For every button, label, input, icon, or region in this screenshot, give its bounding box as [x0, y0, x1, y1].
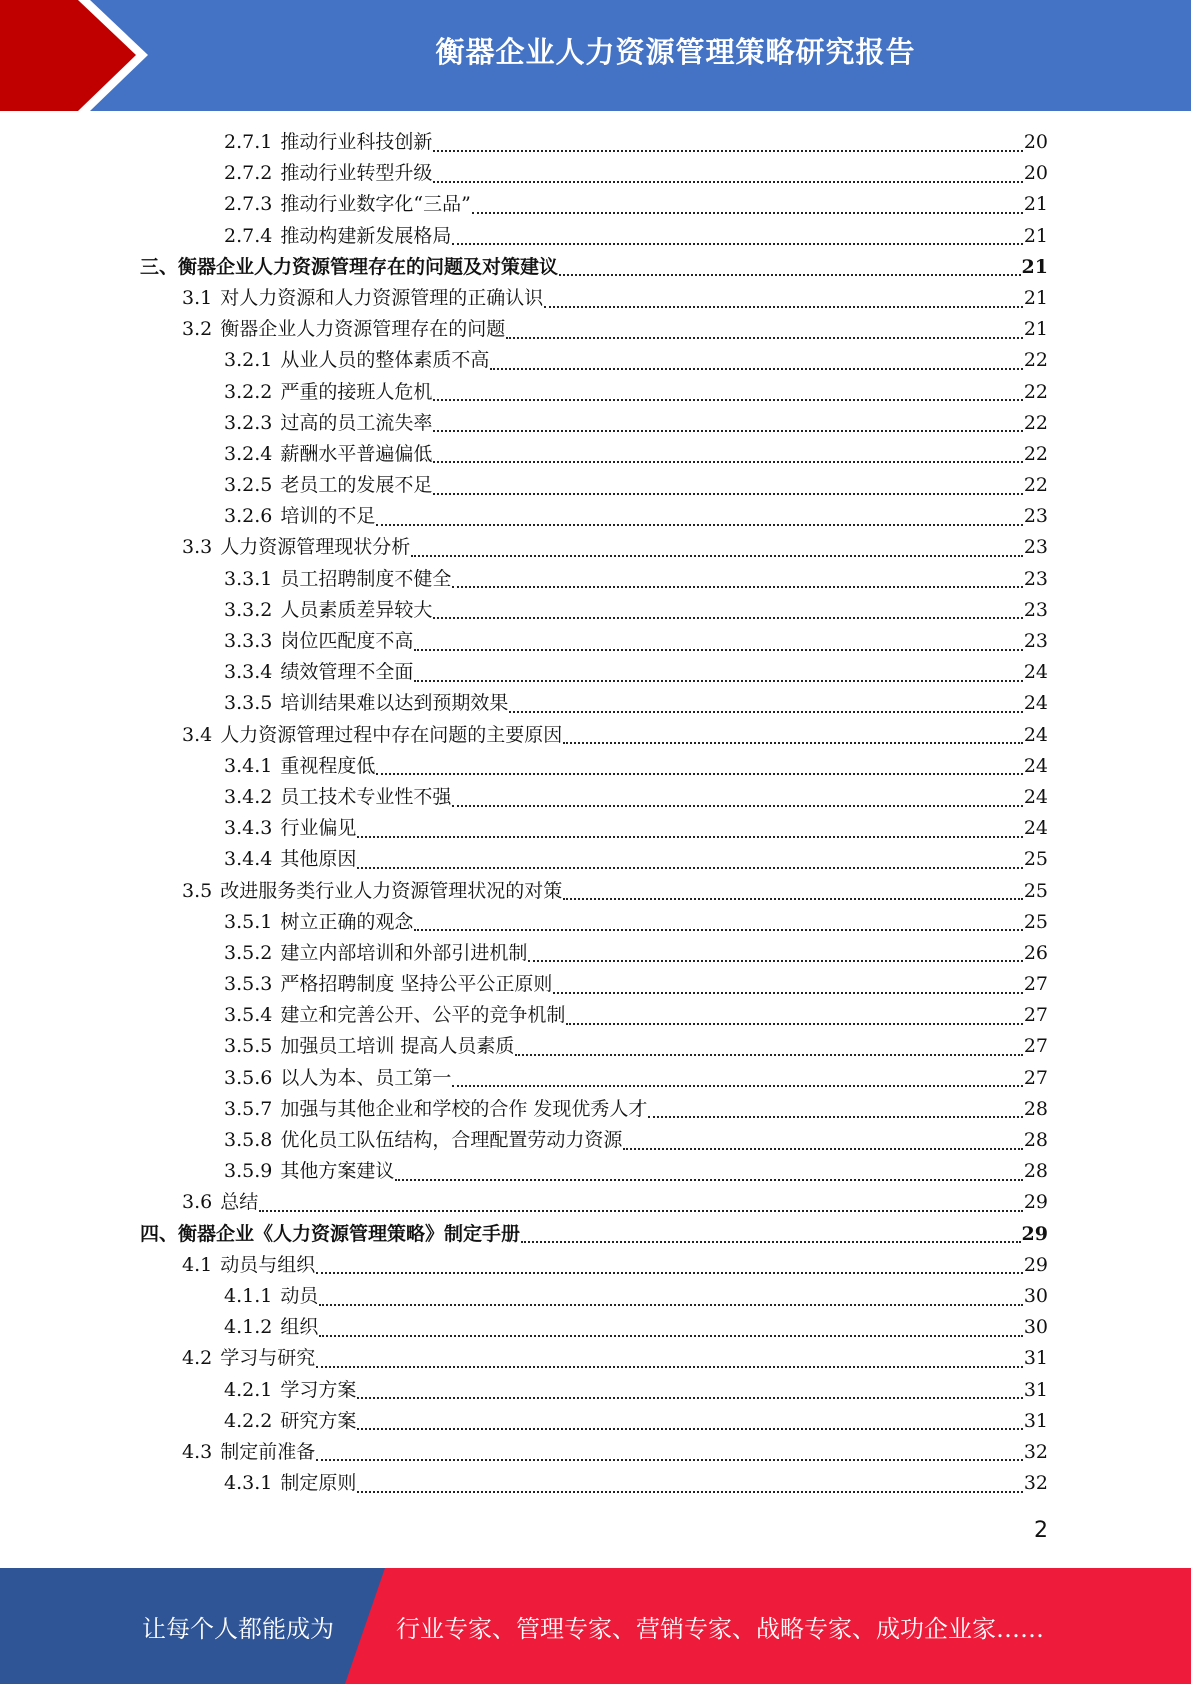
toc-entry-number: 3.4: [182, 723, 213, 746]
toc-entry-title: 衡器企业人力资源管理存在的问题: [220, 318, 506, 341]
toc-entry[interactable]: [140, 501, 1048, 532]
toc-entry-page: 22: [1023, 474, 1048, 497]
toc-entry-number: 2.7.3: [224, 193, 273, 216]
page-number: 2: [1034, 1518, 1048, 1543]
toc-entry-page: 26: [1023, 941, 1048, 964]
toc-entry-number: 3.4.2: [224, 785, 273, 808]
toc-entry-page: 30: [1023, 1316, 1048, 1339]
toc-entry-number: 3.5.8: [224, 1129, 273, 1151]
toc-dot-leader: [544, 306, 1023, 308]
toc-dot-leader: [472, 212, 1023, 214]
toc-entry-title: 严格招聘制度 坚持公平公正原则: [280, 973, 553, 996]
toc-entry[interactable]: [140, 969, 1048, 1000]
toc-entry-number: 3.5.9: [224, 1160, 273, 1183]
toc-entry-page: 24: [1023, 785, 1048, 808]
toc-entry-title: 制定前准备: [220, 1440, 316, 1463]
toc-entry-title: 推动行业数字化“三品”: [280, 193, 471, 216]
toc-entry-title: 过高的员工流失率: [280, 411, 433, 434]
toc-entry-page: 22: [1023, 442, 1048, 465]
footer-slogan-left: 让每个人都能成为: [142, 1614, 334, 1643]
toc-entry[interactable]: [140, 1375, 1048, 1406]
toc-entry-page: 21: [1021, 255, 1048, 278]
toc-entry-title: 三、衡器企业人力资源管理存在的问题及对策建议: [140, 255, 559, 278]
toc-entry-page: 28: [1023, 1129, 1048, 1151]
toc-entry-title: 员工技术专业性不强: [280, 785, 452, 808]
toc-entry-number: 3.4.4: [224, 848, 273, 871]
toc-dot-leader: [395, 1179, 1022, 1181]
toc-entry[interactable]: [140, 1094, 1048, 1125]
toc-dot-leader: [506, 337, 1023, 339]
toc-entry-title: 学习方案: [280, 1378, 357, 1401]
toc-entry-title: 严重的接班人危机: [280, 380, 433, 403]
toc-entry-page: 20: [1023, 131, 1048, 153]
toc-entry[interactable]: [140, 1031, 1048, 1062]
toc-dot-leader: [433, 181, 1022, 183]
toc-entry[interactable]: [140, 158, 1048, 189]
toc-entry-number: 3.3.1: [224, 567, 273, 590]
toc-entry-title: 制定原则: [280, 1472, 357, 1495]
toc-dot-leader: [316, 1366, 1023, 1368]
toc-entry-number: 3.6: [182, 1191, 213, 1214]
toc-dot-leader: [414, 649, 1022, 651]
toc-entry-number: 3.2.2: [224, 380, 273, 403]
toc-dot-leader: [316, 1459, 1023, 1461]
toc-entry[interactable]: [140, 564, 1048, 595]
toc-entry[interactable]: [140, 844, 1048, 875]
toc-entry-page: 28: [1023, 1160, 1048, 1183]
toc-dot-leader: [433, 399, 1022, 401]
toc-entry-page: 31: [1023, 1409, 1048, 1432]
toc-entry-title: 以人为本、员工第一: [280, 1066, 452, 1089]
page-header: [0, 0, 1191, 111]
toc-entry-page: 22: [1023, 411, 1048, 434]
toc-entry-page: 23: [1023, 567, 1048, 590]
toc-dot-leader: [316, 1272, 1023, 1274]
toc-entry-title: 动员与组织: [220, 1253, 316, 1276]
toc-dot-leader: [563, 742, 1023, 744]
toc-entry-number: 3.3.3: [224, 630, 273, 652]
toc-entry[interactable]: [140, 1063, 1048, 1094]
toc-entry-number: 3.5: [182, 879, 213, 902]
toc-entry-page: 21: [1023, 193, 1048, 216]
toc-entry-title: 人力资源管理过程中存在问题的主要原因: [220, 723, 563, 746]
toc-entry-title: 树立正确的观念: [280, 910, 414, 933]
toc-entry-title: 对人力资源和人力资源管理的正确认识: [220, 286, 544, 309]
toc-entry-number: 3.2.5: [224, 474, 273, 497]
toc-entry-number: 4.1.1: [224, 1284, 273, 1307]
toc-entry-number: 3.3: [182, 536, 213, 559]
toc-entry-number: 3.5.2: [224, 941, 273, 964]
toc-entry-page: 22: [1023, 349, 1048, 372]
toc-entry[interactable]: [140, 1281, 1048, 1312]
toc-dot-leader: [433, 461, 1022, 463]
toc-entry-number: 3.3.2: [224, 598, 273, 621]
toc-entry-page: 25: [1023, 879, 1048, 902]
toc-dot-leader: [414, 929, 1022, 931]
toc-entry[interactable]: [140, 189, 1048, 220]
toc-entry-title: 推动行业转型升级: [280, 162, 433, 185]
toc-dot-leader: [357, 1428, 1022, 1430]
toc-entry[interactable]: [140, 283, 1048, 314]
table-of-contents: [140, 127, 1048, 1499]
toc-entry-page: 29: [1023, 1191, 1048, 1214]
toc-entry-title: 岗位匹配度不高: [280, 630, 414, 652]
toc-entry-title: 组织: [280, 1316, 319, 1339]
toc-entry-number: 4.3.1: [224, 1472, 273, 1495]
toc-entry-page: 23: [1023, 536, 1048, 559]
toc-entry-page: 24: [1023, 754, 1048, 777]
toc-entry[interactable]: [140, 1437, 1048, 1468]
toc-entry[interactable]: [140, 470, 1048, 501]
toc-entry[interactable]: [140, 532, 1048, 563]
toc-entry-title: 优化员工队伍结构，合理配置劳动力资源: [280, 1129, 623, 1151]
toc-dot-leader: [559, 274, 1021, 276]
toc-entry-number: 2.7.2: [224, 162, 273, 185]
toc-entry[interactable]: [140, 720, 1048, 751]
toc-dot-leader: [357, 1491, 1022, 1493]
toc-entry-page: 29: [1021, 1222, 1048, 1245]
toc-entry-title: 建立和完善公开、公平的竞争机制: [280, 1004, 566, 1027]
toc-entry-title: 建立内部培训和外部引进机制: [280, 941, 528, 964]
toc-entry-page: 25: [1023, 910, 1048, 933]
toc-entry-number: 3.2.1: [224, 349, 273, 372]
toc-entry-number: 3.5.1: [224, 910, 273, 933]
toc-entry-title: 老员工的发展不足: [280, 474, 433, 497]
toc-entry-title: 培训结果难以达到预期效果: [280, 692, 509, 715]
toc-dot-leader: [433, 493, 1022, 495]
toc-entry-number: 4.2.2: [224, 1409, 273, 1432]
toc-entry-page: 31: [1023, 1347, 1048, 1370]
toc-dot-leader: [259, 1210, 1023, 1212]
toc-entry[interactable]: [140, 876, 1048, 907]
toc-entry-title: 人员素质差异较大: [280, 598, 433, 621]
toc-dot-leader: [452, 1085, 1022, 1087]
toc-entry-title: 培训的不足: [280, 505, 376, 528]
document-title: 衡器企业人力资源管理策略研究报告: [435, 34, 916, 69]
toc-entry-number: 3.2.4: [224, 442, 273, 465]
toc-entry-title: 研究方案: [280, 1409, 357, 1432]
toc-entry-page: 28: [1023, 1097, 1048, 1120]
toc-entry-page: 24: [1023, 692, 1048, 715]
toc-dot-leader: [433, 150, 1022, 152]
toc-entry-page: 27: [1023, 1004, 1048, 1027]
toc-entry[interactable]: [140, 127, 1048, 158]
toc-dot-leader: [623, 1148, 1022, 1150]
toc-entry-title: 改进服务类行业人力资源管理状况的对策: [220, 879, 563, 902]
toc-entry-title: 学习与研究: [220, 1347, 316, 1370]
toc-entry-number: 2.7.1: [224, 131, 273, 153]
toc-entry-title: 其他方案建议: [280, 1160, 395, 1183]
toc-dot-leader: [414, 680, 1022, 682]
toc-dot-leader: [566, 1023, 1022, 1025]
toc-entry-number: 3.3.4: [224, 661, 273, 684]
toc-entry-page: 23: [1023, 598, 1048, 621]
toc-entry-title: 动员: [280, 1284, 319, 1307]
toc-entry-title: 绩效管理不全面: [280, 661, 414, 684]
toc-entry-title: 员工招聘制度不健全: [280, 567, 452, 590]
toc-entry-number: 3.2: [182, 318, 213, 341]
toc-entry[interactable]: [140, 1343, 1048, 1374]
toc-dot-leader: [319, 1335, 1022, 1337]
toc-entry-number: 3.3.5: [224, 692, 273, 715]
toc-entry[interactable]: [140, 1312, 1048, 1343]
toc-entry-number: 2.7.4: [224, 224, 273, 247]
toc-dot-leader: [521, 1241, 1021, 1243]
toc-entry-number: 4.1.2: [224, 1316, 273, 1339]
toc-entry[interactable]: [140, 626, 1048, 657]
toc-dot-leader: [563, 898, 1023, 900]
toc-entry[interactable]: [140, 595, 1048, 626]
toc-entry-page: 22: [1023, 380, 1048, 403]
toc-entry-page: 27: [1023, 1066, 1048, 1089]
toc-entry-page: 24: [1023, 723, 1048, 746]
toc-entry[interactable]: [140, 782, 1048, 813]
toc-entry[interactable]: [140, 751, 1048, 782]
toc-entry-number: 4.2: [182, 1347, 213, 1370]
toc-entry-number: 3.4.3: [224, 817, 273, 840]
toc-entry[interactable]: [140, 439, 1048, 470]
toc-entry-page: 20: [1023, 162, 1048, 185]
toc-entry[interactable]: [140, 938, 1048, 969]
toc-dot-leader: [452, 586, 1022, 588]
toc-entry-page: 29: [1023, 1253, 1048, 1276]
toc-dot-leader: [357, 1397, 1022, 1399]
toc-entry-number: 3.5.5: [224, 1035, 273, 1058]
toc-entry-number: 4.3: [182, 1440, 213, 1463]
toc-entry-page: 25: [1023, 848, 1048, 871]
page-footer: [0, 1568, 1191, 1684]
toc-dot-leader: [376, 524, 1022, 526]
toc-entry-number: 4.1: [182, 1253, 213, 1276]
toc-entry-title: 加强员工培训 提高人员素质: [280, 1035, 515, 1058]
toc-entry-number: 3.1: [182, 286, 213, 309]
toc-dot-leader: [319, 1304, 1022, 1306]
toc-entry-page: 30: [1023, 1284, 1048, 1307]
toc-dot-leader: [452, 805, 1022, 807]
toc-dot-leader: [411, 555, 1023, 557]
toc-entry[interactable]: [140, 1468, 1048, 1499]
toc-entry-title: 推动构建新发展格局: [280, 224, 452, 247]
toc-entry-title: 人力资源管理现状分析: [220, 536, 411, 559]
toc-entry-title: 重视程度低: [280, 754, 376, 777]
toc-entry-title: 薪酬水平普遍偏低: [280, 442, 433, 465]
toc-entry[interactable]: [140, 1406, 1048, 1437]
toc-entry-page: 23: [1023, 630, 1048, 652]
toc-dot-leader: [515, 1054, 1022, 1056]
toc-entry-title: 其他原因: [280, 848, 357, 871]
toc-entry[interactable]: [140, 1156, 1048, 1187]
toc-entry-title: 四、衡器企业《人力资源管理策略》制定手册: [140, 1222, 521, 1245]
toc-dot-leader: [452, 243, 1022, 245]
toc-entry-page: 27: [1023, 973, 1048, 996]
toc-entry-page: 24: [1023, 817, 1048, 840]
toc-entry-title: 总结: [220, 1191, 259, 1214]
toc-entry[interactable]: [140, 907, 1048, 938]
toc-entry-page: 24: [1023, 661, 1048, 684]
toc-entry-page: 23: [1023, 505, 1048, 528]
toc-entry-number: 3.5.6: [224, 1066, 273, 1089]
toc-entry-page: 27: [1023, 1035, 1048, 1058]
toc-entry-page: 32: [1023, 1440, 1048, 1463]
toc-entry-number: 3.5.3: [224, 973, 273, 996]
toc-entry-number: 3.4.1: [224, 754, 273, 777]
toc-entry-page: 32: [1023, 1472, 1048, 1495]
toc-entry[interactable]: [140, 1187, 1048, 1218]
toc-entry-page: 31: [1023, 1378, 1048, 1401]
toc-entry-title: 从业人员的整体素质不高: [280, 349, 490, 372]
toc-entry-page: 21: [1023, 318, 1048, 341]
toc-dot-leader: [357, 836, 1022, 838]
toc-dot-leader: [490, 368, 1022, 370]
toc-dot-leader: [357, 867, 1022, 869]
toc-entry[interactable]: [140, 252, 1048, 283]
toc-entry-number: 3.2.6: [224, 505, 273, 528]
toc-dot-leader: [376, 773, 1022, 775]
toc-dot-leader: [433, 617, 1022, 619]
toc-entry-number: 4.2.1: [224, 1378, 273, 1401]
toc-entry[interactable]: [140, 314, 1048, 345]
toc-dot-leader: [509, 711, 1022, 713]
toc-entry-page: 21: [1023, 286, 1048, 309]
toc-entry-page: 21: [1023, 224, 1048, 247]
toc-entry[interactable]: [140, 377, 1048, 408]
toc-entry[interactable]: [140, 1125, 1048, 1156]
toc-entry[interactable]: [140, 688, 1048, 719]
toc-dot-leader: [553, 992, 1022, 994]
toc-entry-number: 3.2.3: [224, 411, 273, 434]
toc-entry[interactable]: [140, 813, 1048, 844]
header-chevron-icon: [0, 0, 160, 111]
toc-dot-leader: [433, 430, 1022, 432]
toc-entry-number: 3.5.7: [224, 1097, 273, 1120]
toc-entry[interactable]: [140, 1250, 1048, 1281]
toc-entry-title: 加强与其他企业和学校的合作 发现优秀人才: [280, 1097, 648, 1120]
toc-entry[interactable]: [140, 1000, 1048, 1031]
toc-entry[interactable]: [140, 221, 1048, 252]
toc-dot-leader: [528, 960, 1022, 962]
toc-entry[interactable]: [140, 657, 1048, 688]
footer-slogan-right: 行业专家、管理专家、营销专家、战略专家、成功企业家……: [396, 1614, 1044, 1643]
toc-entry-title: 推动行业科技创新: [280, 131, 433, 153]
toc-entry[interactable]: [140, 1219, 1048, 1250]
toc-entry[interactable]: [140, 408, 1048, 439]
toc-entry-title: 行业偏见: [280, 817, 357, 840]
toc-dot-leader: [648, 1116, 1022, 1118]
toc-entry[interactable]: [140, 345, 1048, 376]
toc-entry-number: 3.5.4: [224, 1004, 273, 1027]
